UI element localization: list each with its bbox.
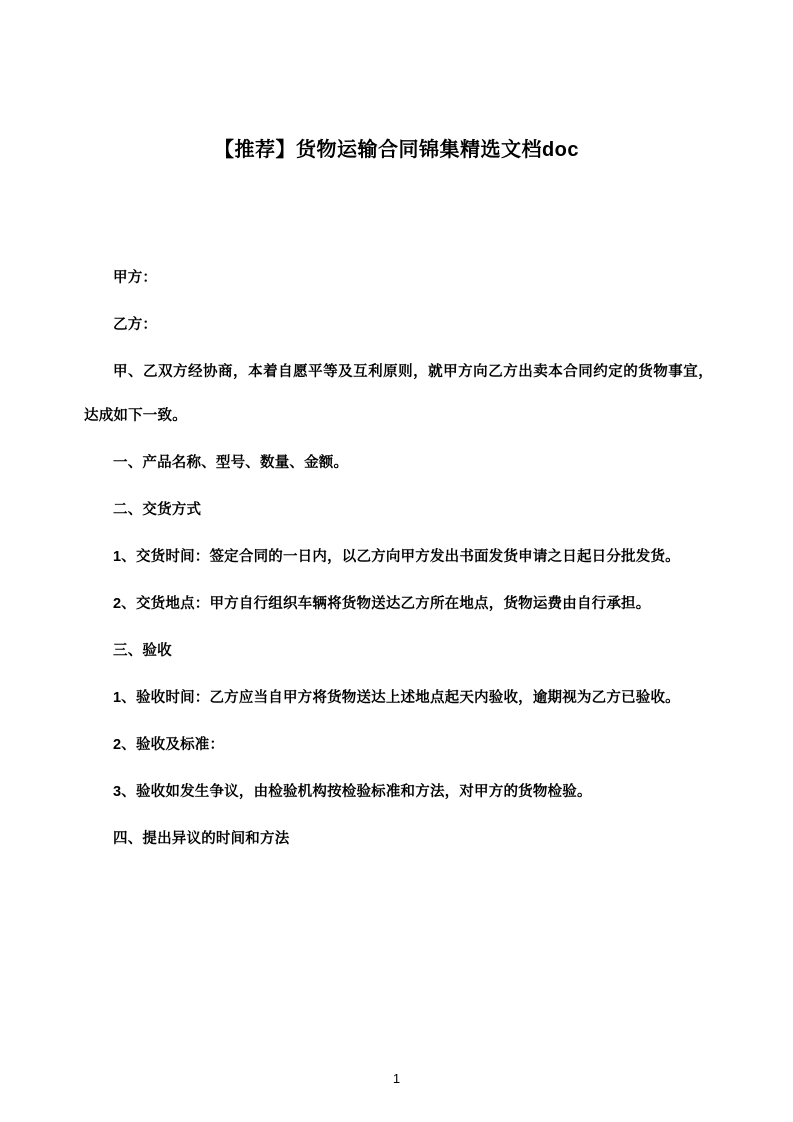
paragraph-section-3: 三、验收 [113,643,172,659]
paragraph-section-2-item-2: 2、交货地点：甲方自行组织车辆将货物送达乙方所在地点，货物运费由自行承担。 [113,596,651,612]
paragraph-section-2-item-1: 1、交货时间：签定合同的一日内，以乙方向甲方发出书面发货申请之日起日分批发货。 [113,549,680,565]
paragraph-section-4: 四、提出异议的时间和方法 [113,831,290,847]
paragraph-party-b: 乙方： [113,317,158,333]
document-body [0,256,793,861]
page-title: 【推荐】货物运输合同锦集精选文档doc [213,139,580,161]
paragraph-section-2: 二、交货方式 [113,502,202,518]
paragraph-section-3-item-2: 2、验收及标准： [113,737,225,753]
paragraph-section-3-item-1: 1、验收时间：乙方应当自甲方将货物送达上述地点起天内验收，逾期视为乙方已验收。 [113,690,680,706]
paragraph-party-a: 甲方： [113,270,158,286]
paragraph-section-1: 一、产品名称、型号、数量、金额。 [113,455,349,471]
page-number: 1 [392,1071,401,1086]
paragraph-section-3-item-3: 3、验收如发生争议，由检验机构按检验标准和方法，对甲方的货物检验。 [113,784,592,800]
paragraph-preamble: 甲、乙双方经协商，本着自愿平等及互利原则，就甲方向乙方出卖本合同约定的货物事宜，达成如下一致。 [84,364,713,424]
